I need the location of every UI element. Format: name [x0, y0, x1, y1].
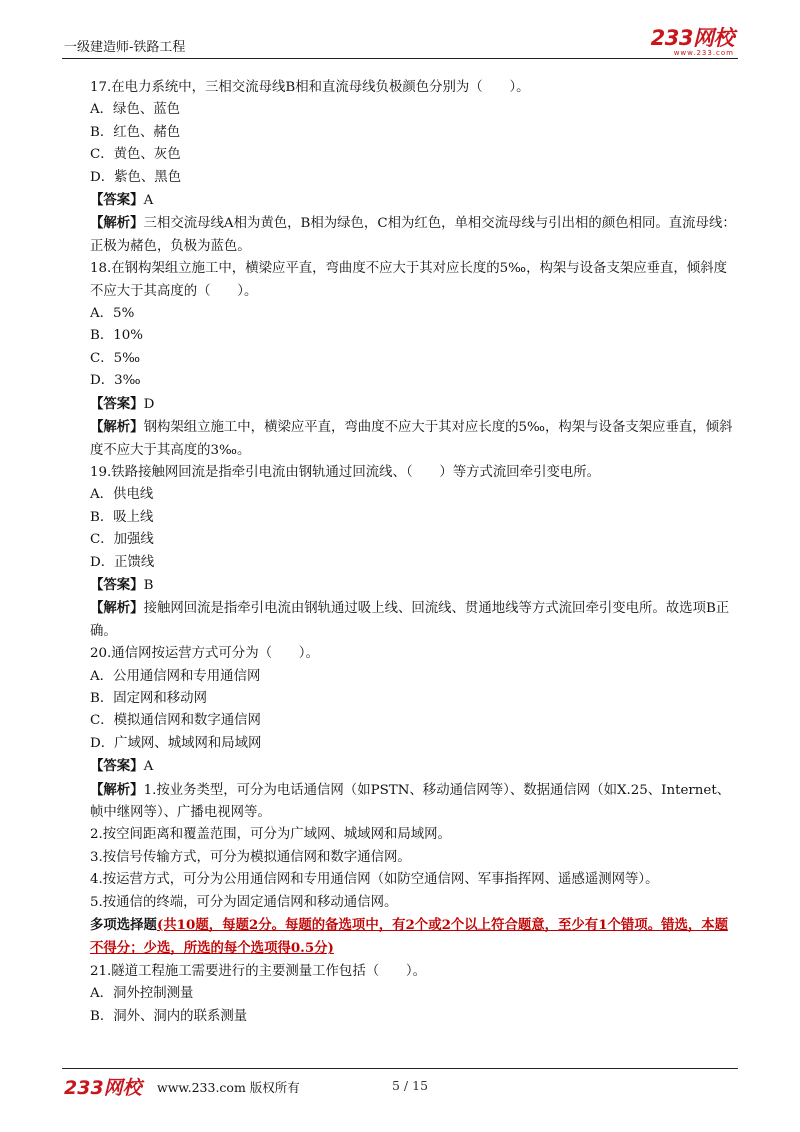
text-line	[62, 779, 740, 825]
line-text: B．洞外、洞内的联系测量	[90, 1008, 248, 1024]
line-text: 2.按空间距离和覆盖范围，可分为广域网、城域网和局域网。	[90, 827, 451, 843]
text-line	[62, 961, 740, 983]
line-tag: 【解析】	[90, 781, 144, 798]
text-line	[62, 212, 740, 258]
line-text: 3.按信号传输方式，可分为模拟通信网和数字通信网。	[90, 849, 411, 865]
text-line	[62, 507, 740, 529]
line-text: D．正馈线	[90, 554, 155, 570]
line-text: A	[143, 759, 154, 775]
line-tag: 【答案】	[90, 576, 144, 593]
line-tag: 【解析】	[90, 600, 144, 617]
line-text: 20.通信网按运营方式可分为（ ）。	[90, 646, 319, 662]
line-text: A．绿色、蓝色	[90, 102, 181, 118]
line-text: 5.按通信的终端，可分为固定通信网和移动通信网。	[90, 894, 398, 910]
text-line	[62, 733, 740, 755]
text-line	[62, 847, 740, 869]
line-tag: 【答案】	[90, 192, 144, 209]
text-line	[62, 370, 740, 392]
text-line	[62, 303, 740, 325]
line-text: 1.按业务类型，可分为电话通信网（如PSTN、移动通信网等）、数据通信网（如X.25、Internet、帧中继网等）、广播电视网等。	[90, 782, 731, 820]
line-tag: 【解析】	[90, 419, 144, 436]
text-line	[62, 666, 740, 688]
line-text: A．供电线	[90, 487, 154, 503]
text-line	[62, 688, 740, 710]
text-line	[62, 258, 740, 303]
scoring-note: (共10题，每题2分。每题的备选项中，有2个或2个以上符合题意，至少有1个错项。错选，本题不得分；少选，所选的每个选项得0.5分)	[90, 917, 729, 957]
line-text: A	[143, 193, 154, 209]
line-text: 19.铁路接触网回流是指牵引电流由钢轨通过回流线、（ ）等方式流回牵引变电所。	[90, 464, 601, 480]
text-line	[62, 824, 740, 846]
footer-copyright: www.233.com 版权所有	[157, 1080, 300, 1095]
footer-logo: 233网校	[64, 1077, 142, 1099]
text-line	[62, 416, 740, 462]
page-header	[62, 28, 738, 59]
text-line	[62, 1006, 740, 1028]
text-line	[62, 99, 740, 121]
line-text: B．10%	[90, 328, 143, 344]
text-line	[62, 552, 740, 574]
header-title: 一级建造师-铁路工程	[64, 40, 186, 55]
text-line	[62, 869, 740, 891]
line-text: B	[143, 577, 154, 593]
line-text: C．黄色、灰色	[90, 147, 181, 163]
line-text: B．红色、赭色	[90, 124, 181, 140]
text-line	[62, 574, 740, 597]
line-text: A．洞外控制测量	[90, 986, 194, 1002]
line-text: 三相交流母线A相为黄色，B相为绿色，C相为红色，单相交流母线与引出相的颜色相同。直流母线：正极为赭色，负极为蓝色。	[90, 216, 736, 254]
document-body	[62, 77, 740, 1028]
text-line	[62, 325, 740, 347]
line-text: 21.隧道工程施工需要进行的主要测量工作包括（ ）。	[90, 963, 426, 979]
line-text: D	[143, 396, 155, 412]
line-tag: 【答案】	[90, 758, 144, 775]
text-line	[62, 189, 740, 212]
line-text: C．加强线	[90, 532, 154, 548]
text-line	[62, 167, 740, 189]
text-line	[62, 122, 740, 144]
line-text: D．3‰	[90, 373, 141, 389]
text-line	[62, 484, 740, 506]
line-text: 4.按运营方式，可分为公用通信网和专用通信网（如防空通信网、军事指挥网、遥感遥测网等）。	[90, 872, 659, 888]
page-footer	[62, 1068, 738, 1101]
text-line	[62, 914, 740, 961]
text-line	[62, 892, 740, 914]
text-line	[62, 462, 740, 484]
line-text: 钢构架组立施工中，横梁应平直，弯曲度不应大于其对应长度的5‰，构架与设备支架应垂直，倾斜度不应大于其高度的3‰。	[90, 420, 733, 458]
logo-url: www.233.com	[673, 49, 734, 57]
line-text: C．模拟通信网和数字通信网	[90, 713, 261, 729]
line-text: 17.在电力系统中，三相交流母线B相和直流母线负极颜色分别为（ ）。	[90, 80, 530, 95]
text-line	[62, 597, 740, 643]
text-line	[62, 710, 740, 732]
text-line	[62, 643, 740, 665]
page-number: 5 / 15	[392, 1078, 429, 1093]
line-text: C．5‰	[90, 350, 141, 366]
line-text: A．公用通信网和专用通信网	[90, 668, 261, 684]
line-text: 18.在钢构架组立施工中，横梁应平直，弯曲度不应大于其对应长度的5‰，构架与设备支架应垂直，倾斜度不应大于其高度的（ ）。	[90, 261, 727, 299]
line-text: B．吸上线	[90, 509, 154, 525]
text-line	[62, 755, 740, 778]
line-text: D．广域网、城域网和局域网	[90, 735, 262, 751]
line-text: B．固定网和移动网	[90, 690, 207, 706]
text-line	[62, 529, 740, 551]
line-text: D．紫色、黑色	[90, 169, 182, 185]
brand-logo	[651, 28, 734, 57]
line-tag: 【答案】	[90, 395, 144, 412]
text-line	[62, 348, 740, 370]
text-line	[62, 393, 740, 416]
text-line	[62, 144, 740, 166]
text-line	[62, 77, 740, 99]
line-tag: 多项选择题	[90, 917, 157, 934]
line-text: A．5%	[90, 306, 135, 322]
text-line	[62, 983, 740, 1005]
logo-text: 233网校	[650, 26, 734, 50]
line-text: 接触网回流是指牵引电流由钢轨通过吸上线、回流线、贯通地线等方式流回牵引变电所。故选项B正确。	[90, 601, 730, 639]
line-tag: 【解析】	[90, 215, 144, 232]
